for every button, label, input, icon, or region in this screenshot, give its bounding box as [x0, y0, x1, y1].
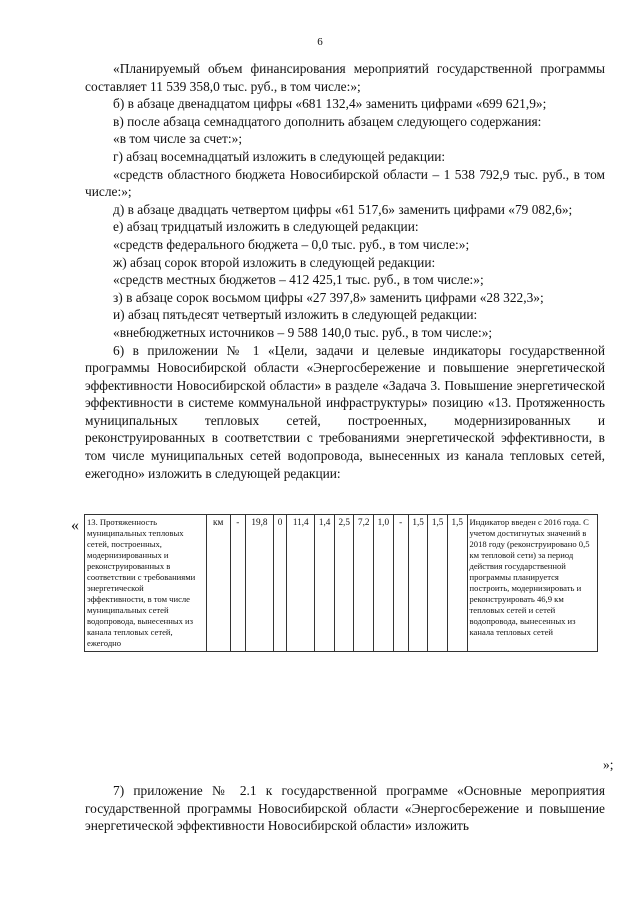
paragraph: г) абзац восемнадцатый изложить в следующей редакции: [113, 148, 446, 164]
paragraph: «внебюджетных источников – 9 588 140,0 тыс. руб., в том числе:»; [113, 324, 493, 340]
paragraph: «Планируемый объем финансирования мероприятий государственной программы составляет 11 539 358,0 тыс. руб., в том числе:»; [85, 61, 605, 94]
paragraph: и) абзац пятьдесят четвертый изложить в следующей редакции: [113, 307, 478, 323]
paragraph: з) в абзаце сорок восьмом цифры «27 397,8» заменить цифрами «28 322,3»; [113, 289, 544, 305]
value-cell: 0 [274, 515, 287, 652]
value-cell: 7,2 [354, 515, 374, 652]
document-continuation [85, 782, 605, 835]
indicator-table [84, 514, 598, 652]
paragraph: «средств областного бюджета Новосибирской области – 1 538 792,9 тыс. руб., в том числе:»; [85, 166, 605, 200]
value-cell: 19,8 [245, 515, 273, 652]
value-cell: 1,5 [428, 515, 448, 652]
value-cell: - [230, 515, 245, 652]
table-row [85, 515, 598, 652]
paragraph: «средств федерального бюджета – 0,0 тыс. руб., в том числе:»; [113, 236, 470, 252]
note-cell: Индикатор введен с 2016 года. С учетом достигнутых значений в 2018 году (реконструировано 0,5 км тепловой сети) за период действия государственной программы планируется построить, модернизировать и реконструировать 46,9 км тепловых сетей и сетей водопровода, вынесенных из канала тепловых сетей [467, 515, 598, 652]
paragraph: е) абзац тридцатый изложить в следующей редакции: [113, 219, 419, 235]
paragraph: «средств местных бюджетов – 412 425,1 тыс. руб., в том числе:»; [113, 272, 484, 288]
value-cell: 11,4 [287, 515, 315, 652]
paragraph: «в том числе за счет:»; [113, 131, 243, 147]
value-cell: 1,0 [374, 515, 394, 652]
value-cell: - [393, 515, 408, 652]
paragraph: б) в абзаце двенадцатом цифры «681 132,4» заменить цифрами «699 621,9»; [113, 96, 547, 112]
document-body [85, 60, 605, 482]
paragraph: ж) абзац сорок второй изложить в следующей редакции: [113, 254, 436, 270]
open-quote-mark: « [71, 517, 79, 534]
paragraph: 6) в приложении № 1 «Цели, задачи и целевые индикаторы государственной программы Новосибирской области «Энергосбережение и повышение энергетической эффективности Новосибирской области» в разделе «Задача 3. Повышение энергетической эффективности в системе коммунальной инфраструктуры» позицию «13. Протяженность муниципальных тепловых сетей, построенных, модернизированных и реконструированных в соответствии с требованиями энергетической эффективности, в том числе муниципальных сетей водопровода, вынесенных из канала тепловых сетей, ежегодно» изложить в следующей редакции: [85, 342, 605, 481]
value-cell: 1,5 [408, 515, 428, 652]
value-cell: 1,4 [315, 515, 335, 652]
close-quote-mark: »; [603, 757, 614, 772]
paragraph: д) в абзаце двадцать четвертом цифры «61 517,6» заменить цифрами «79 082,6»; [113, 201, 573, 217]
paragraph: 7) приложение № 2.1 к государственной программе «Основные мероприятия государственной программы Новосибирской области «Энергосбережение и повышение энергетической эффективности Новосибирской области» изложить [85, 783, 605, 834]
paragraph: в) после абзаца семнадцатого дополнить абзацем следующего содержания: [113, 113, 542, 129]
value-cell: 2,5 [334, 515, 354, 652]
value-cell: 1,5 [447, 515, 467, 652]
indicator-name-cell: 13. Протяженность муниципальных тепловых сетей, построенных, модернизированных и реконструированных в соответствии с требованиями энергетической эффективности, в том числе муниципальных сетей водопровода, вынесенных из канала тепловых сетей, ежегодно [85, 515, 207, 652]
page-number: 6 [317, 36, 323, 48]
unit-cell: км [206, 515, 230, 652]
